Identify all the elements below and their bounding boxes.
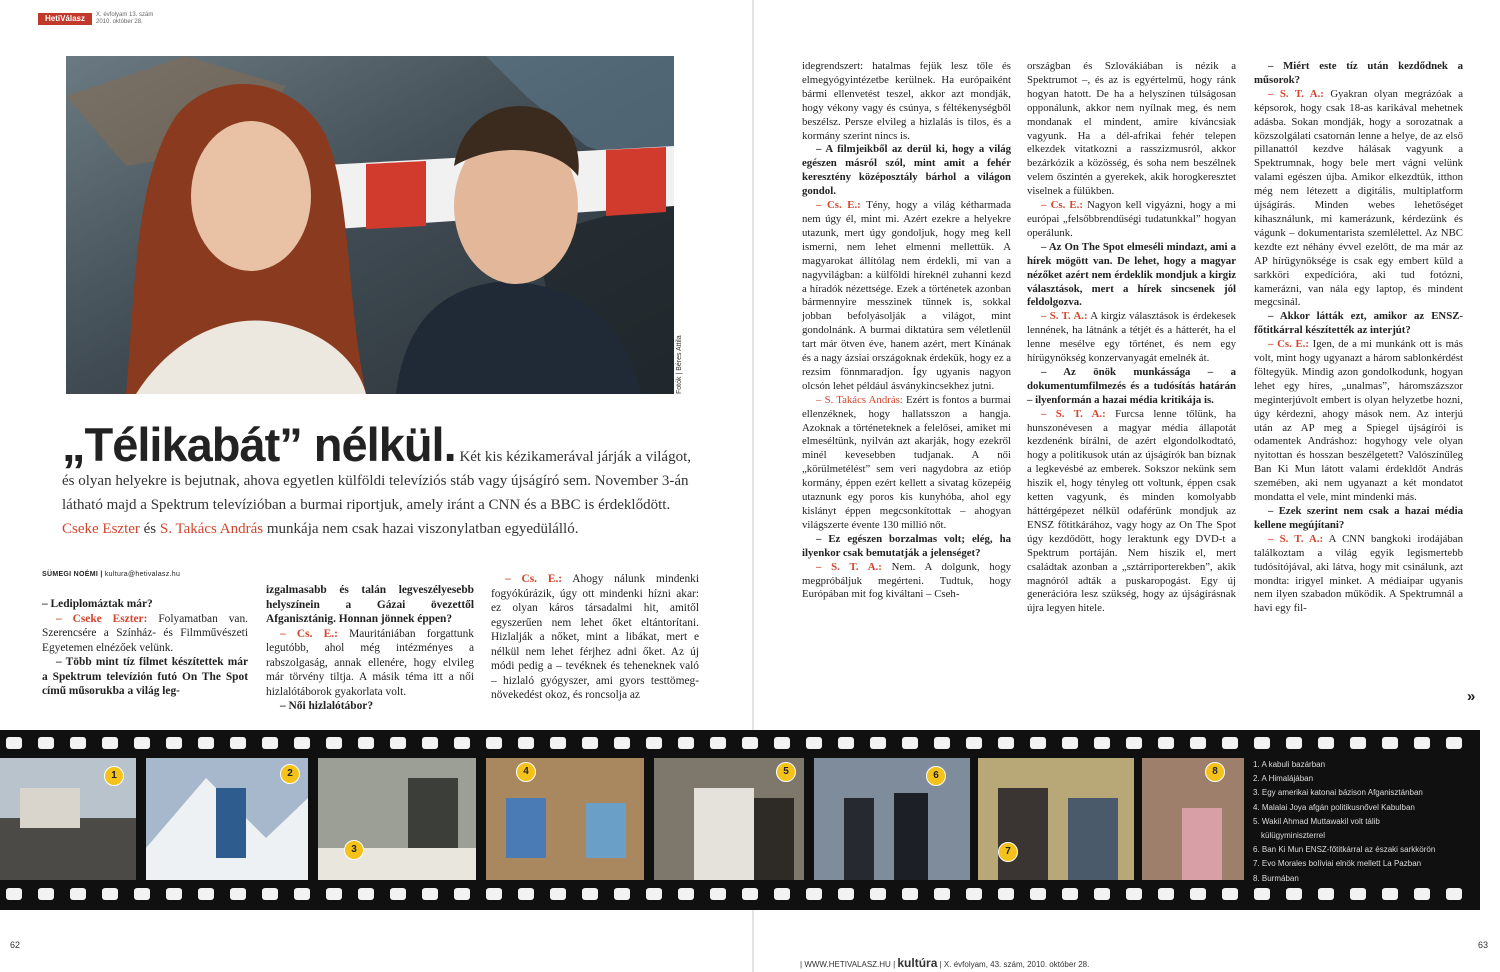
author-name-1: Cseke Eszter xyxy=(62,521,140,537)
film-sprocket-hole xyxy=(1062,737,1078,749)
film-frame-4 xyxy=(486,758,644,880)
film-sprocket-hole xyxy=(966,888,982,900)
film-sprocket-hole xyxy=(902,737,918,749)
author-name-2: S. Takács András xyxy=(159,521,264,537)
film-sprocket-hole xyxy=(70,888,86,900)
frame-6-image xyxy=(814,758,970,880)
film-frame-6 xyxy=(814,758,970,880)
photo-number-badge: 4 xyxy=(516,762,536,782)
text-column-4 xyxy=(802,60,1011,602)
film-sprocket-hole xyxy=(1254,737,1270,749)
speaker: – S. Takács András: xyxy=(816,393,903,406)
film-sprocket-hole xyxy=(934,888,950,900)
answer: A kirgiz választások is érdekesek lennének, ha látnánk a tétjét és a hátterét, ha el lenne mesélve egy történet, és nem egy hírügynökség konzervanyagát emelnék át. xyxy=(1027,310,1236,365)
frame-7-image xyxy=(978,758,1134,880)
film-sprocket-hole xyxy=(1190,888,1206,900)
film-sprocket-hole xyxy=(1222,737,1238,749)
speaker: – Cs. E.: xyxy=(1268,338,1309,351)
film-sprocket-hole xyxy=(358,737,374,749)
caption: 3. Egy amerikai katonai bázison Afganisztánban xyxy=(1253,788,1423,798)
masthead-logo: HetiVálasz xyxy=(38,13,92,25)
film-sprocket-hole xyxy=(6,888,22,900)
article-headline xyxy=(62,418,702,541)
film-sprocket-hole xyxy=(614,888,630,900)
footer-section: kultúra xyxy=(897,956,938,970)
film-sprocket-hole xyxy=(1190,737,1206,749)
caption: 6. Ban Ki Mun ENSZ-főtitkárral az északi sarkkörön xyxy=(1253,845,1436,855)
answer: A CNN bangkoki irodájában találkoztam a világ egyik legismertebb tudósítójával, aki látva, hogy mit csinálunk, azt mondta: irigyel minket. A médiaipar ugyanis nem ilyen szabadon működik. A Spektrumnál a havi egy fil- xyxy=(1254,532,1463,615)
cover-photo-illustration xyxy=(66,56,674,394)
film-sprocket-hole xyxy=(806,737,822,749)
film-sprocket-hole xyxy=(998,737,1014,749)
lead-text-1: Két kis kézikamerával járják a világot, és olyan helyekre is bejutnak, ahova egyetlen külföldi televíziós stáb vagy újságíró sem. November 3-án látható majd a Spektrum televízióban a burmai riportjuk, amely iránt a CNN és a BBC is érdeklődött. xyxy=(62,449,692,513)
footer-issue: X. évfolyam, 43. szám, 2010. október 28. xyxy=(943,960,1090,969)
paragraph: országban és Szlovákiában is nézik a Spektrumot –, és az is egyértelmű, hogy ránk hogyan hatott. De ha a helyszínen túlságosan opponálunk, akkor nem nyílnak meg, és nem mondanak el mindent, amire kíváncsiak vagyunk. Ha a dél-afrikai fehér telepen elkezdek vitatkozni a rasszizmusról, akkor bezárkózik a közösség, és soha nem beszélnek velem őszintén a gyerekek, akik horogkeresztet viselnek a fülükben. xyxy=(1027,60,1236,198)
film-sprocket-hole xyxy=(1286,888,1302,900)
question: – A filmjeikből az derül ki, hogy a világ egészen másról szól, mint amit a fehér keresztény középosztály bárhol a világon gondol. xyxy=(802,143,1011,198)
film-sprocket-hole xyxy=(742,888,758,900)
film-sprocket-hole xyxy=(230,888,246,900)
film-sprocket-hole xyxy=(870,737,886,749)
question: – Az On The Spot elmeséli mindazt, ami a hírek mögött van. De lehet, hogy a magyar nézőket azért nem érdeklik mondjuk a kirgiz választások, mert a hírek sincsenek jól feldolgozva. xyxy=(1027,240,1236,309)
film-holes-top xyxy=(0,737,1480,751)
answer: Folyamatban van. Szerencsére a Színház- és Filmművészeti Egyetemen elnézőek velünk. xyxy=(42,612,248,654)
continue-arrow-icon: » xyxy=(1467,688,1476,705)
issue-line-2: 2010. október 28. xyxy=(96,19,143,25)
text-column-1 xyxy=(42,597,248,699)
byline-author: SÜMEGI NOÉMI xyxy=(42,571,99,578)
film-sprocket-hole xyxy=(614,737,630,749)
film-sprocket-hole xyxy=(1318,737,1334,749)
film-sprocket-hole xyxy=(838,737,854,749)
film-sprocket-hole xyxy=(102,737,118,749)
answer: Gyakran olyan megrázóak a képsorok, hogy csak 18-as karikával mehetnek adásba. Sokan mondják, hogy a sorozatnak a közszolgálati csatornán lenne a helye, de az első pillanattól kezdve hálásak vagyunk a Spektrumnak, hogy bele mert vágni velünk valami egészen újba. Amikor elkezdtük, itthon még nem létezett a digitális, multiplatform újságírás. Minden webes lehetőséget kihasználunk, mi kamerázunk, kérdezünk és vágunk – dokumentarista szemlélettel. Az NBC kezdte ezt néhány évvel ezelőtt, de ma már az AP hírügynöksége is csak egy embert küld a sarkköri expedícióra, aki tud fotózni, kamerázni, van nála egy laptop, és mindent megcsinál. xyxy=(1254,87,1463,309)
film-sprocket-hole xyxy=(422,737,438,749)
film-sprocket-hole xyxy=(1254,888,1270,900)
caption: 2. A Himalájában xyxy=(1253,774,1314,784)
film-sprocket-hole xyxy=(1414,888,1430,900)
photo-number-badge: 2 xyxy=(280,764,300,784)
text-column-2 xyxy=(266,583,474,714)
article-title: „Télikabát” nélkül. xyxy=(62,418,456,471)
film-sprocket-hole xyxy=(518,888,534,900)
footer-site-link[interactable]: WWW.HETIVALASZ.HU xyxy=(804,960,891,969)
speaker: – S. T. A.: xyxy=(1041,407,1106,420)
speaker: – Cs. E.: xyxy=(1041,199,1083,212)
film-sprocket-hole xyxy=(902,888,918,900)
film-sprocket-hole xyxy=(1350,737,1366,749)
film-sprocket-hole xyxy=(326,888,342,900)
film-frame-8 xyxy=(1142,758,1244,880)
film-frame-3 xyxy=(318,758,476,880)
frame-3-image xyxy=(318,758,476,880)
film-sprocket-hole xyxy=(166,737,182,749)
film-sprocket-hole xyxy=(870,888,886,900)
film-sprocket-hole xyxy=(1158,737,1174,749)
film-sprocket-hole xyxy=(454,888,470,900)
film-sprocket-hole xyxy=(486,737,502,749)
film-sprocket-hole xyxy=(838,888,854,900)
caption: 8. Burmában xyxy=(1253,873,1299,883)
question: – Lediplomáztak már? xyxy=(42,598,153,610)
photo-credit xyxy=(676,330,688,400)
film-sprocket-hole xyxy=(198,888,214,900)
film-sprocket-hole xyxy=(422,888,438,900)
caption: 7. Evo Morales bolíviai elnök mellett La Pazban xyxy=(1253,859,1422,869)
page-number-left: 62 xyxy=(10,940,21,950)
question: – Az önök munkássága – a dokumentumfilmezés és a tudósítás határán – ilyenformán a hazai média kritikája is. xyxy=(1027,365,1236,406)
page-number-right: 63 xyxy=(1478,940,1489,950)
photo-number-badge: 5 xyxy=(776,762,796,782)
answer: Igen, de a mi munkánk ott is más volt, mint hogy ugyanazt a három sablonkérdést föltegyük. Mindig azon gondolkodunk, hogyan lehet egy híres, „unalmas”, háromszázszor meginterjúvolt embert is olyan helyzetbe hozni, úgy kérdezni, ahogy mások nem. Az interjú után az AP meg a Spiegel újságírói is odamentek Andráshoz: hogyhogy vele olyan nyitottan és hosszan beszélgetett? Valószínűleg Ban Ki Mun látott valami érdekldőt András szemében, aki nem ugyanazt a két mondatot mondatta el vele, mint mindenki más. xyxy=(1254,338,1463,504)
cover-photo xyxy=(66,56,674,394)
question: – Női hizlalótábor? xyxy=(280,700,374,712)
film-sprocket-hole xyxy=(1030,888,1046,900)
film-sprocket-hole xyxy=(518,737,534,749)
film-sprocket-hole xyxy=(806,888,822,900)
film-sprocket-hole xyxy=(774,737,790,749)
film-sprocket-hole xyxy=(70,737,86,749)
photo-number-badge: 8 xyxy=(1205,762,1225,782)
speaker: – S. T. A.: xyxy=(816,560,882,573)
film-sprocket-hole xyxy=(550,737,566,749)
film-sprocket-hole xyxy=(742,737,758,749)
photo-credit-text: Fotók | Béres Attila xyxy=(676,335,683,394)
film-holes-bottom xyxy=(0,888,1480,902)
film-sprocket-hole xyxy=(38,737,54,749)
film-sprocket-hole xyxy=(1414,737,1430,749)
film-frame-7 xyxy=(978,758,1134,880)
answer: Tény, hogy a világ kétharmada nem úgy él, mint mi. Azért ezekre a helyekre utazunk, mert úgy gondoljuk, hogy meg kell ismerni, nem lehet elmenni mellettük. A magyarokat állítólag nem érdekli, mi van a nagyvilágban: a külföldi híreknél zuhanni kezd a híradók nézettsége. Ezek a történetek azonban bármennyire messzinek tűnnek is, sokkal jobban befolyásolják a világot, mint gondolnánk. A burmai diktatúra sem véletlenül tart már ötven éve, hanem azért, mert Kínának és a nagy ázsiai országoknak érdekük, hogy ez a rezsim fönnmaradjon. Így ugyanis nagyon olcsón lehet például ásványkincsekhez jutni. xyxy=(802,199,1011,392)
speaker: – Cs. E.: xyxy=(280,627,338,640)
film-sprocket-hole xyxy=(1446,888,1462,900)
film-sprocket-hole xyxy=(1318,888,1334,900)
lead-and: és xyxy=(139,521,160,537)
film-sprocket-hole xyxy=(134,888,150,900)
film-sprocket-hole xyxy=(646,888,662,900)
film-sprocket-hole xyxy=(582,888,598,900)
film-sprocket-hole xyxy=(38,888,54,900)
film-sprocket-hole xyxy=(390,888,406,900)
film-sprocket-hole xyxy=(1382,888,1398,900)
film-sprocket-hole xyxy=(710,737,726,749)
issue-line-1: X. évfolyam 13. szám xyxy=(96,12,154,18)
speaker: – Cseke Eszter: xyxy=(56,612,148,625)
film-sprocket-hole xyxy=(1446,737,1462,749)
film-sprocket-hole xyxy=(998,888,1014,900)
byline-email[interactable]: kultura@hetivalasz.hu xyxy=(104,571,181,578)
film-sprocket-hole xyxy=(678,888,694,900)
film-sprocket-hole xyxy=(966,737,982,749)
film-sprocket-hole xyxy=(326,737,342,749)
question: izgalmasabb és talán legveszélyesebb helyszínein a Gázai övezettől Afganisztánig. Honnan jönnek éppen? xyxy=(266,584,474,625)
photo-number-badge: 3 xyxy=(344,840,364,860)
film-sprocket-hole xyxy=(6,737,22,749)
film-sprocket-hole xyxy=(262,737,278,749)
film-sprocket-hole xyxy=(1030,737,1046,749)
caption: 1. A kabuli bazárban xyxy=(1253,760,1326,769)
film-sprocket-hole xyxy=(582,737,598,749)
paragraph: idegrendszert: hatalmas fejük lesz tőle és elmegyógyintézetbe kerülnek. Ha európaiként bármi ellenvetést teszel, akkor azt mondják, hogy vékony vagy és csúnya, s féltékenységből beszélsz. Persze elvileg a hizlalás is tilos, és a kormány szerint nincs is. xyxy=(802,60,1011,142)
issue-info xyxy=(96,12,153,26)
film-sprocket-hole xyxy=(486,888,502,900)
film-sprocket-hole xyxy=(1222,888,1238,900)
photo-captions xyxy=(1253,758,1473,886)
speaker: – S. T. A.: xyxy=(1268,87,1324,100)
film-sprocket-hole xyxy=(646,737,662,749)
byline: SÜMEGI NOÉMI | kultura@hetivalasz.hu xyxy=(42,571,181,578)
caption: 5. Wakil Ahmad Muttawakil volt tálib xyxy=(1253,816,1380,826)
speaker: – S. T. A.: xyxy=(1268,532,1324,545)
film-sprocket-hole xyxy=(230,737,246,749)
question: – Akkor látták ezt, amikor az ENSZ-főtitkárral készítették az interjút? xyxy=(1254,310,1463,337)
answer: Ahogy nálunk mindenki fogyókúrázik, úgy ott mindenki hízni akar: ez olyan káros társadalmi hit, amitől egyszerűen nem lehet őket eltántorítani. Hizlalják a nőket, mint a libákat, mert e nélkül nem lehet férjhez adni őket. Az új módi pedig a – tevéknek és teheneknek való – hizlaló gyógyszer, ami gyors testtömeg-növekedést okoz, és roncsolja az xyxy=(491,573,700,701)
film-sprocket-hole xyxy=(390,737,406,749)
film-sprocket-hole xyxy=(710,888,726,900)
answer: Nagyon kell vigyázni, hogy a mi európai „felsőbbrendűségi tudatunkkal” hogyan operálunk. xyxy=(1027,199,1236,239)
lead-text-2: munkája nem csak hazai viszonylatban egyedülálló. xyxy=(263,521,579,537)
frame-4-image xyxy=(486,758,644,880)
speaker: – Cs. E.: xyxy=(505,573,563,585)
photo-number-badge: 6 xyxy=(926,766,946,786)
photo-number-badge: 7 xyxy=(998,842,1018,862)
film-sprocket-hole xyxy=(1062,888,1078,900)
frame-8-image xyxy=(1142,758,1244,880)
text-column-3 xyxy=(491,572,699,703)
film-sprocket-hole xyxy=(358,888,374,900)
film-sprocket-hole xyxy=(1350,888,1366,900)
film-sprocket-hole xyxy=(1094,888,1110,900)
text-column-6 xyxy=(1254,60,1463,616)
film-sprocket-hole xyxy=(1286,737,1302,749)
text-column-5 xyxy=(1027,60,1236,616)
film-sprocket-hole xyxy=(678,737,694,749)
speaker: – S. T. A.: xyxy=(1041,310,1088,323)
answer: Ezért is fontos a burmai ellenzéknek, hogy hallatsszon a hangja. Azoknak a történeteknek a felelősei, amiket mi elmeséltünk, nyilván azt akarják, hogy ezekről minél kevesebben tudjanak. A női „körülmetélést” sem veri nagydobra az etióp kormány, éppen ezért kellett a sivatag közepéig utaznunk egy poros kis kunyhóba, ahol egy kislányt éppen megcsonkítottak – ahogyan világszerte évente 130 millió nőt. xyxy=(802,393,1011,531)
film-sprocket-hole xyxy=(454,737,470,749)
speaker: – Cs. E.: xyxy=(816,199,861,212)
film-sprocket-hole xyxy=(1158,888,1174,900)
film-sprocket-hole xyxy=(102,888,118,900)
photo-number-badge: 1 xyxy=(104,766,124,786)
film-sprocket-hole xyxy=(294,888,310,900)
answer: Furcsa lenne tőlünk, ha hunszonévesen a magyar média állapotát kezdenénk bírálni, de azért elgondolkodtató, hogy a politikusok után az újságírók ban bíznak a legkevésbé az emberek. Sokszor nekünk sem hiszik el, hogy tényleg ott voltunk, éppen csak ketten vagyunk, és minden komolyabb háttérgépezet nélkül odaférünk mondjuk az ENSZ főtitkárához, vagy hogy az On The Spot úgy kezdődött, hogy leraktunk egy DVD-t a Spektrum portáján. Nem hiszik el, mert családtak azonban a „sztárriporterekben”, akik magnóról adták a puskaropogást. Egy új generációra lesz szükség, hogy az újságírásnak újra legyen hitele. xyxy=(1027,407,1236,615)
caption: 4. Malalai Joya afgán politikusnővel Kabulban xyxy=(1253,802,1415,812)
film-sprocket-hole xyxy=(774,888,790,900)
film-sprocket-hole xyxy=(198,737,214,749)
film-sprocket-hole xyxy=(1126,737,1142,749)
question: – Miért este tíz után kezdődnek a műsorok? xyxy=(1254,60,1463,86)
question: – Több mint tíz filmet készítettek már a Spektrum televízión futó On The Spot című műsorukba a világ leg- xyxy=(42,656,248,697)
question: – Ezek szerint nem csak a hazai média kellene megújítani? xyxy=(1254,505,1463,531)
film-sprocket-hole xyxy=(134,737,150,749)
caption: külügyminiszterrel xyxy=(1261,831,1326,841)
film-strip xyxy=(0,730,1480,910)
film-sprocket-hole xyxy=(166,888,182,900)
film-sprocket-hole xyxy=(294,737,310,749)
film-sprocket-hole xyxy=(550,888,566,900)
page-footer: | WWW.HETIVALASZ.HU | kultúra | X. évfolyam, 43. szám, 2010. október 28. xyxy=(800,956,1090,970)
question: – Ez egészen borzalmas volt; elég, ha ilyenkor csak bemutatják a jelenséget? xyxy=(802,532,1011,559)
film-sprocket-hole xyxy=(1094,737,1110,749)
film-sprocket-hole xyxy=(1126,888,1142,900)
film-sprocket-hole xyxy=(262,888,278,900)
answer: Nem. A dolgunk, hogy megpróbáljuk megérteni. Tudtuk, hogy Európában mit fog kiváltani – Cseh- xyxy=(802,560,1011,601)
answer: Mauritániában forgattunk legutóbb, ahol még intézményes a rabszolgaság, annak ellenére, hogy elvileg már törvény tiltja. A másik téma itt a női hizlalótáborok gyakorlata volt. xyxy=(266,627,474,698)
film-sprocket-hole xyxy=(934,737,950,749)
film-sprocket-hole xyxy=(1382,737,1398,749)
